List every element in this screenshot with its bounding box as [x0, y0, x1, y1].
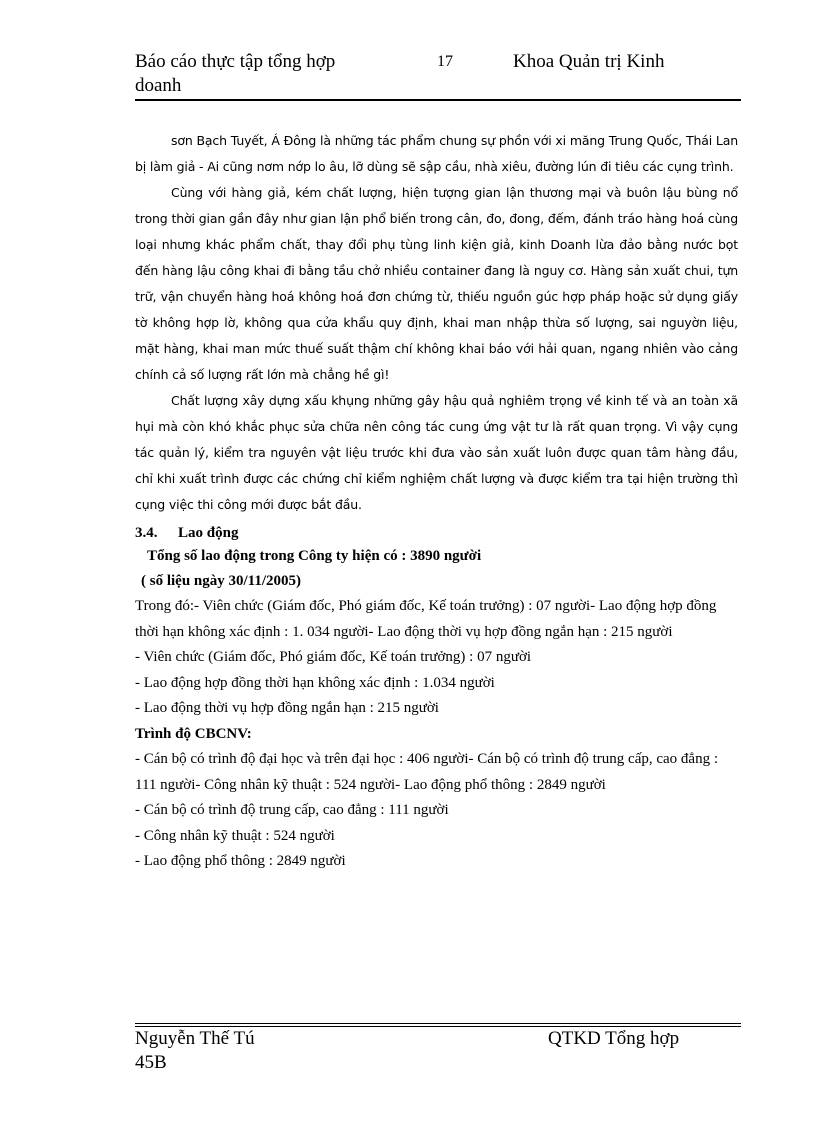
- header-divider: [135, 99, 741, 101]
- paragraph-1: sơn Bạch Tuyết, Á Đông là những tác phẩm chung sự phồn với xi măng Trung Quốc, Thái Lan bị làm giả - Ai cũng nơm nớp lo âu, lỡ dùng sẽ sập cầu, nhà xiêu, đường lún đi tiêu các cụng trình.: [135, 133, 738, 174]
- section-number: 3.4.: [135, 525, 158, 541]
- footer-author-block: [135, 1027, 255, 1075]
- list-item: - Lao động thời vụ hợp đồng ngắn hạn : 215 người: [135, 700, 439, 716]
- paragraph-3: Chất lượng xây dựng xấu khụng những gây hậu quả nghiêm trọng về kinh tế và an toàn xã hụi mà còn khó khắc phục sửa chữa nên công tác cung ứng vật tư là rất quan trọng. Vì vậy cụng tác quản lý, kiểm tra nguyên vật liệu trước khi đưa vào sản xuất luôn được quan tâm hàng đầu, chỉ khi xuất trình được các chứng chỉ kiểm nghiệm chất lượng và được kiểm tra tại hiện trường thì cụng việc thi công mới được bắt đầu.: [135, 393, 738, 512]
- qualification-heading: Trình độ CBCNV:: [135, 725, 252, 742]
- section-title: Lao động: [178, 525, 239, 541]
- page-header: [135, 50, 741, 100]
- list-item: - Lao động phổ thông : 2849 người: [135, 853, 346, 869]
- list-item: - Công nhân kỹ thuật : 524 người: [135, 827, 335, 844]
- breakdown-paragraph: Trong đó:- Viên chức (Giám đốc, Phó giám đốc, Kế toán trưởng) : 07 người- Lao động hợp đồng thời hạn không xác định : 1. 034 người- Lao động thời vụ hợp đồng ngắn hạn : 215 người: [135, 598, 717, 640]
- header-report-title: Báo cáo thực tập tổng hợp doanh: [135, 51, 336, 96]
- qualification-paragraph: - Cán bộ có trình độ đại học và trên đại học : 406 người- Cán bộ có trình độ trung cấp, cao đẳng : 111 người- Công nhân kỹ thuật : 524 người- Lao động phổ thông : 2849 người: [135, 751, 719, 793]
- data-date-line: ( số liệu ngày 30/11/2005): [141, 573, 302, 589]
- total-workers-line: Tổng số lao động trong Công ty hiện có : 3890 người: [147, 548, 482, 564]
- footer-divider: [135, 1023, 741, 1024]
- page-number: 17: [437, 53, 453, 70]
- footer-author: Nguyễn Thế Tú: [135, 1028, 255, 1049]
- section-heading: [135, 522, 738, 544]
- footer-class: 45B: [135, 1052, 167, 1073]
- list-item: - Lao động hợp đồng thời hạn không xác định : 1.034 người: [135, 674, 495, 691]
- footer-program: QTKD Tổng hợp: [548, 1028, 680, 1049]
- list-item: - Viên chức (Giám đốc, Phó giám đốc, Kế toán trưởng) : 07 người: [135, 649, 532, 665]
- page-body: [135, 128, 738, 875]
- header-faculty: Khoa Quản trị Kinh: [513, 51, 665, 72]
- list-item: - Cán bộ có trình độ trung cấp, cao đẳng : 111 người: [135, 802, 449, 818]
- paragraph-2: Cùng với hàng giả, kém chất lượng, hiện tượng gian lận thương mại và buôn lậu bùng nổ trong thời gian gần đây như gian lận phổ biến trong cân, đo, đong, đếm, đánh tráo hàng hoá cùng loại nhưng khác phẩm chất, thay đổi phụ tùng linh kiện giả, kinh Doanh lừa đảo bằng nước bọt đến hàng lậu công khai đi bằng tầu chở nhiều container đang là nguy cơ. Hàng sản xuất chui, tựn trữ, vận chuyển hàng hoá không hoá đơn chứng từ, thiếu nguồn gúc hợp pháp hoặc sử dụng giấy tờ không hợp lờ, không qua cửa khẩu quy định, khai man nhập thừa số lượng, sai nguyờn liệu, mặt hàng, khai man mức thuế suất thậm chí không khai báo với hải quan, ngang nhiên vào cảng chính cả số lượng rất lớn mà chẳng hề gì!: [135, 185, 738, 382]
